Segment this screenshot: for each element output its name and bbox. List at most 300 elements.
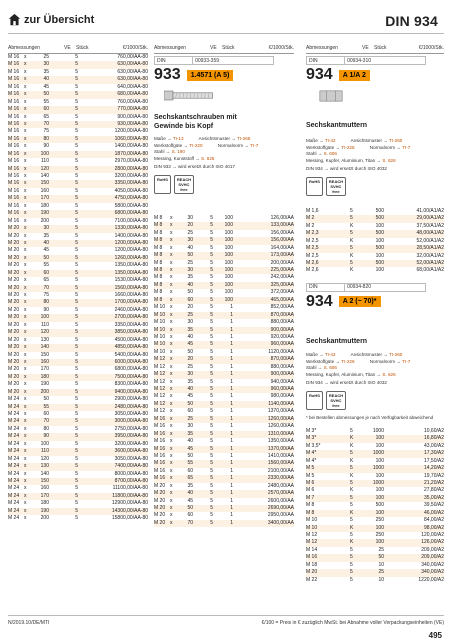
table-row: [8, 478, 148, 485]
table-cell: x: [24, 113, 27, 120]
table-cell: x: [170, 356, 173, 363]
table-row: [306, 230, 444, 237]
table-row: [306, 562, 444, 569]
table-cell: M 8: [154, 214, 163, 221]
material-links-2: Stahl → S. 606 Messing, Kupfer, Aluminium, Titan → S. 626: [306, 365, 396, 377]
table-row: [8, 441, 148, 448]
table-cell: 5: [350, 427, 353, 434]
table-cell: 9400,00/AA-80: [114, 388, 148, 395]
table-cell: 5: [75, 113, 78, 120]
table-cell: x: [24, 321, 27, 328]
table-cell: x: [170, 214, 173, 221]
table-cell: 1560,00/AA: [267, 460, 294, 467]
table-cell: 5: [75, 187, 78, 194]
table-cell: 5: [75, 247, 78, 254]
table-cell: 100: [375, 237, 384, 244]
table-cell: 65: [187, 475, 193, 482]
table-cell: 130: [40, 336, 49, 343]
table-cell: M 16: [8, 195, 20, 202]
table-cell: x: [170, 267, 173, 274]
table-cell: 180: [40, 500, 49, 507]
table-cell: M 24: [8, 396, 20, 403]
table-cell: 100: [375, 494, 384, 501]
table-cell: 1: [230, 467, 233, 474]
table-cell: 100: [40, 440, 49, 447]
table-cell: x: [24, 158, 27, 165]
table-cell: 130: [40, 463, 49, 470]
table-row: [154, 460, 294, 467]
table-row: [306, 502, 444, 509]
table-cell: M 20: [8, 329, 20, 336]
table-row: [8, 411, 148, 418]
table-cell: 100: [224, 267, 233, 274]
table-cell: 5: [210, 319, 213, 326]
table-cell: 5: [210, 393, 213, 400]
table-cell: 40: [187, 244, 193, 251]
table-cell: 45: [187, 393, 193, 400]
table-cell: 5: [350, 479, 353, 486]
table-row: [8, 262, 148, 269]
table-row: [154, 423, 294, 430]
table-cell: 14,20/A2: [423, 465, 444, 472]
table-cell: 35: [43, 232, 49, 239]
table-cell: 1140,00/AA: [268, 400, 294, 407]
table-cell: 10: [378, 576, 384, 583]
table-cell: M 16: [8, 158, 20, 165]
table-row: [8, 270, 148, 277]
table-cell: M 12: [154, 393, 166, 400]
footer-divider: [8, 615, 444, 616]
table-cell: M 20: [154, 512, 166, 519]
table-cell: 55: [43, 262, 49, 269]
table-cell: 2480,00/AA: [267, 482, 294, 489]
table-cell: 1: [230, 311, 233, 318]
table-row: [306, 495, 444, 502]
table-cell: 5: [75, 366, 78, 373]
table-cell: M 2,6: [306, 260, 319, 267]
table-cell: 90: [43, 143, 49, 150]
table-cell: 1: [230, 393, 233, 400]
table-cell: 65: [43, 113, 49, 120]
reach-badge-2: REACH SVHC free: [326, 391, 346, 410]
table-cell: M 16: [154, 467, 166, 474]
table-row: [8, 255, 148, 262]
table-row: [8, 99, 148, 106]
table-cell: M 20: [8, 262, 20, 269]
table-cell: x: [170, 281, 173, 288]
table-row: [8, 508, 148, 515]
table-cell: 32,00/A1/A2: [416, 252, 444, 259]
footer-doc-code: N/2019.10/DE/MTI: [8, 620, 50, 626]
table-cell: 5: [210, 423, 213, 430]
table-cell: 5: [210, 482, 213, 489]
table-cell: 50: [187, 400, 193, 407]
table-cell: 1200,00/AA-80: [114, 239, 148, 246]
table-row: [8, 448, 148, 455]
table-cell: M 16: [8, 210, 20, 217]
table-cell: 870,00/AA: [270, 356, 294, 363]
table-row: [8, 158, 148, 165]
table-cell: 5: [75, 306, 78, 313]
table-row: [154, 282, 294, 289]
table-cell: x: [24, 187, 27, 194]
table-cell: 200: [40, 515, 49, 522]
table-cell: x: [170, 333, 173, 340]
table-cell: M 20: [8, 225, 20, 232]
table-cell: 3350,00/AA-80: [114, 180, 148, 187]
table-row: [8, 121, 148, 128]
table-cell: 5: [350, 569, 353, 576]
table-cell: 100: [375, 442, 384, 449]
table-cell: 760,00/AA-80: [117, 54, 148, 60]
table-cell: 5: [210, 259, 213, 266]
availability-note: * bei Bestellen abmessungen je nach Verfügbarkeit abweichend: [306, 414, 434, 420]
table-row: [8, 500, 148, 507]
table-cell: 110: [41, 158, 49, 165]
table-cell: 25: [187, 259, 193, 266]
table-cell: 4050,00/AA-80: [114, 187, 148, 194]
table-row: [306, 450, 444, 457]
table-cell: 5: [75, 299, 78, 306]
table-cell: 5: [75, 173, 78, 179]
middle-table: [154, 215, 294, 527]
table-cell: 500: [375, 260, 384, 267]
table-cell: x: [24, 195, 27, 202]
table-row: [8, 396, 148, 403]
table-cell: 1: [230, 497, 233, 504]
table-cell: 1060,00/AA-80: [114, 135, 148, 142]
table-cell: M 12: [154, 371, 166, 378]
table-cell: M 24: [8, 477, 20, 484]
table-cell: 60: [43, 411, 49, 417]
table-cell: K: [350, 524, 354, 531]
table-row: [154, 312, 294, 319]
table-cell: 120,00/A2: [421, 532, 444, 538]
table-cell: 1: [230, 460, 233, 467]
table-cell: 190: [40, 507, 49, 514]
table-cell: 40: [187, 490, 193, 497]
table-cell: 10: [378, 561, 384, 568]
table-cell: 55: [187, 460, 193, 467]
table-cell: 5: [210, 438, 213, 445]
table-cell: x: [170, 445, 173, 452]
table-cell: 1400,00/AA-80: [114, 143, 148, 150]
table-row: [154, 475, 294, 482]
table-cell: x: [170, 519, 173, 526]
table-cell: 5: [75, 83, 78, 90]
table-cell: 7500,00/AA-80: [114, 373, 148, 380]
table-cell: 140: [40, 173, 49, 179]
table-cell: 5: [75, 76, 78, 83]
table-cell: M 10: [154, 333, 166, 340]
table-cell: 1530,00/AA-80: [114, 277, 148, 284]
table-cell: 1000: [372, 427, 384, 434]
table-row: [154, 267, 294, 274]
table-cell: M 16: [8, 83, 20, 90]
table-row: [8, 299, 148, 306]
table-cell: 500: [375, 207, 384, 214]
table-cell: M 16: [8, 143, 20, 150]
table-cell: x: [24, 61, 27, 68]
table-cell: 20: [187, 304, 193, 311]
table-cell: x: [170, 378, 173, 385]
table-cell: 5: [210, 519, 213, 526]
table-cell: K: [350, 487, 354, 494]
table-cell: 100: [375, 222, 384, 229]
table-cell: M 16: [8, 165, 20, 172]
table-cell: 3950,00/AA-80: [114, 433, 148, 440]
product-code-table: DIN 00933-359: [154, 56, 274, 65]
table-cell: x: [24, 388, 27, 395]
table-cell: 5: [75, 262, 78, 269]
table-cell: x: [170, 415, 173, 422]
table-cell: M 16: [8, 217, 20, 224]
table-cell: M 20: [154, 497, 166, 504]
table-cell: 50: [187, 348, 193, 355]
table-row: [306, 267, 444, 274]
table-cell: x: [24, 180, 27, 187]
table-cell: M 24: [8, 515, 20, 522]
table-cell: x: [170, 490, 173, 497]
table-cell: 35: [187, 274, 193, 281]
right-column-header: Abmessungen VE Stück €/1000/Stk.: [306, 44, 444, 54]
material-badge-2: A 2 (~ 70)*: [339, 296, 381, 307]
table-cell: 180: [40, 373, 49, 380]
table-cell: 2800,00/AA-80: [114, 165, 148, 172]
home-label: zur Übersicht: [24, 13, 95, 26]
table-cell: 150: [40, 477, 49, 484]
table-cell: 5: [210, 229, 213, 236]
table-row: [8, 404, 148, 411]
table-row: [154, 334, 294, 341]
table-cell: 3850,00/AA-80: [114, 329, 148, 336]
table-cell: x: [24, 500, 27, 507]
table-cell: M 24: [8, 433, 20, 440]
table-cell: 5: [75, 433, 78, 440]
table-cell: M 16: [154, 423, 166, 430]
table-cell: M 20: [8, 381, 20, 388]
table-cell: 1: [230, 438, 233, 445]
din-number-2: 934: [306, 292, 333, 310]
table-cell: x: [170, 423, 173, 430]
table-cell: 5: [75, 239, 78, 246]
table-row: [8, 433, 148, 440]
table-cell: 133,00/AA: [270, 222, 294, 229]
table-cell: 1: [230, 490, 233, 497]
table-cell: 5: [75, 150, 78, 157]
property-line: Werkstoffgüte → TI-226 Normalnorm → TI-7: [306, 358, 411, 364]
table-cell: 630,00/AA-80: [117, 76, 148, 83]
table-cell: 630,00/AA-80: [117, 61, 148, 68]
table-cell: 190: [40, 210, 49, 217]
table-cell: M 3,5*: [306, 442, 321, 449]
table-cell: 5: [75, 492, 78, 499]
table-cell: 5: [75, 477, 78, 484]
table-cell: 11100,00/AA-80: [112, 485, 148, 492]
table-row: [306, 215, 444, 222]
table-cell: 160: [40, 485, 49, 492]
table-cell: 170: [40, 492, 49, 499]
table-cell: 1: [230, 423, 233, 430]
table-cell: M 16: [154, 475, 166, 482]
table-cell: x: [170, 259, 173, 266]
table-cell: 4500,00/AA-80: [114, 336, 148, 343]
table-cell: M 20: [8, 314, 20, 321]
table-cell: 55: [43, 98, 49, 105]
table-cell: 5: [210, 348, 213, 355]
table-cell: 120: [40, 329, 49, 336]
table-cell: x: [170, 386, 173, 393]
table-row: [8, 69, 148, 76]
table-row: [154, 498, 294, 505]
home-icon: [8, 13, 21, 26]
table-cell: 4850,00/AA-80: [114, 344, 148, 351]
table-cell: 5: [75, 515, 78, 522]
table-cell: 35: [187, 378, 193, 385]
table-cell: x: [170, 363, 173, 370]
table-cell: 15800,00/AA-80: [111, 515, 148, 522]
table-cell: 40: [187, 333, 193, 340]
table-cell: x: [24, 91, 27, 98]
table-cell: 5: [210, 505, 213, 512]
table-cell: 1200,00/AA-80: [114, 128, 148, 135]
table-cell: 770,00/AA-80: [117, 106, 148, 113]
table-cell: x: [24, 262, 27, 269]
table-cell: 1370,00/AA: [267, 408, 294, 415]
table-cell: 70: [187, 519, 193, 526]
table-cell: 1350,00/AA: [267, 438, 294, 445]
table-row: [8, 493, 148, 500]
table-cell: K: [350, 252, 354, 259]
table-cell: 5400,00/AA-80: [114, 351, 148, 358]
table-cell: 880,00/AA: [270, 363, 294, 370]
table-cell: x: [24, 463, 27, 470]
table-cell: M 12: [154, 378, 166, 385]
table-cell: K: [350, 539, 354, 546]
table-cell: 500: [375, 230, 384, 237]
table-cell: 5: [350, 554, 353, 561]
table-row: [154, 297, 294, 304]
table-cell: 5: [75, 329, 78, 336]
table-cell: 5: [350, 561, 353, 568]
table-cell: x: [170, 341, 173, 348]
table-row: [154, 446, 294, 453]
table-cell: 35,00/A2: [423, 494, 444, 501]
table-cell: 5: [350, 517, 353, 524]
table-row: [154, 215, 294, 222]
table-cell: K: [350, 509, 354, 516]
table-row: [8, 352, 148, 359]
table-row: [154, 431, 294, 438]
table-row: [8, 180, 148, 187]
table-cell: K: [350, 237, 354, 244]
material-links: Stahl → S. 190 Messing, Kunststoff → S. 625: [154, 149, 215, 161]
table-row: [154, 401, 294, 408]
table-row: [154, 379, 294, 386]
table-row: [8, 463, 148, 470]
table-cell: 5: [210, 274, 213, 281]
table-cell: M 20: [154, 482, 166, 489]
table-cell: 21,20/A2: [423, 479, 444, 486]
table-row: [306, 238, 444, 245]
table-cell: 60: [43, 106, 49, 113]
table-cell: 5: [210, 415, 213, 422]
table-cell: 3050,00/AA-80: [114, 455, 148, 462]
iso-note-1: DIN 934 → wird ersetzt durch ISO 4032: [306, 166, 387, 172]
table-cell: x: [170, 400, 173, 407]
table-cell: 3200,00/AA-80: [114, 440, 148, 447]
table-cell: 5: [75, 314, 78, 321]
table-cell: M 16: [8, 54, 20, 60]
table-cell: x: [24, 344, 27, 351]
compliance-badges: [154, 175, 294, 194]
table-cell: M 20: [8, 306, 20, 313]
table-cell: 5: [75, 277, 78, 284]
table-cell: 1: [230, 415, 233, 422]
table-row: [154, 386, 294, 393]
table-cell: M 24: [8, 403, 20, 410]
table-cell: 5: [210, 333, 213, 340]
table-cell: 900,00/AA: [270, 326, 294, 333]
table-row: [8, 515, 148, 522]
table-row: [8, 322, 148, 329]
table-cell: 11800,00/AA-80: [112, 492, 148, 499]
table-row: [306, 487, 444, 494]
table-cell: 5: [210, 512, 213, 519]
table-cell: 100: [40, 150, 49, 157]
table-cell: M 10: [154, 319, 166, 326]
table-cell: 7100,00/AA-80: [114, 217, 148, 224]
table-cell: x: [170, 304, 173, 311]
table-row: [154, 416, 294, 423]
right-table-2: [306, 428, 444, 584]
table-cell: 25: [187, 415, 193, 422]
table-cell: M 2,6: [306, 267, 319, 274]
table-cell: x: [24, 314, 27, 321]
table-cell: M 16: [8, 135, 20, 142]
table-cell: x: [170, 475, 173, 482]
table-cell: 37,50/A1/A2: [416, 222, 444, 229]
table-cell: 100: [224, 222, 233, 229]
compliance-badges-2: [306, 391, 444, 410]
table-cell: 3000,00/AA-80: [114, 418, 148, 425]
table-cell: 200,00/AA: [270, 259, 294, 266]
table-cell: 1200,00/AA-80: [114, 247, 148, 254]
table-row: [154, 230, 294, 237]
table-cell: 5: [75, 106, 78, 113]
table-cell: 1: [230, 408, 233, 415]
table-cell: 190: [40, 381, 49, 388]
table-row: [8, 128, 148, 135]
table-cell: 5800,00/AA-80: [114, 202, 148, 209]
table-cell: x: [24, 254, 27, 261]
table-cell: M 6: [306, 487, 315, 494]
table-cell: 5: [75, 135, 78, 142]
table-cell: 5: [75, 396, 78, 403]
table-cell: 1: [230, 348, 233, 355]
table-cell: 5: [210, 326, 213, 333]
table-cell: M 16: [154, 415, 166, 422]
table-cell: 100: [375, 524, 384, 531]
table-cell: 5: [75, 54, 78, 60]
home-link[interactable]: [8, 13, 94, 26]
table-cell: 5: [350, 532, 353, 538]
table-cell: M 16: [8, 120, 20, 127]
table-cell: M 24: [8, 500, 20, 507]
table-cell: 2460,00/AA-80: [114, 306, 148, 313]
table-cell: 8000,00/AA-80: [114, 470, 148, 477]
table-row: [8, 426, 148, 433]
